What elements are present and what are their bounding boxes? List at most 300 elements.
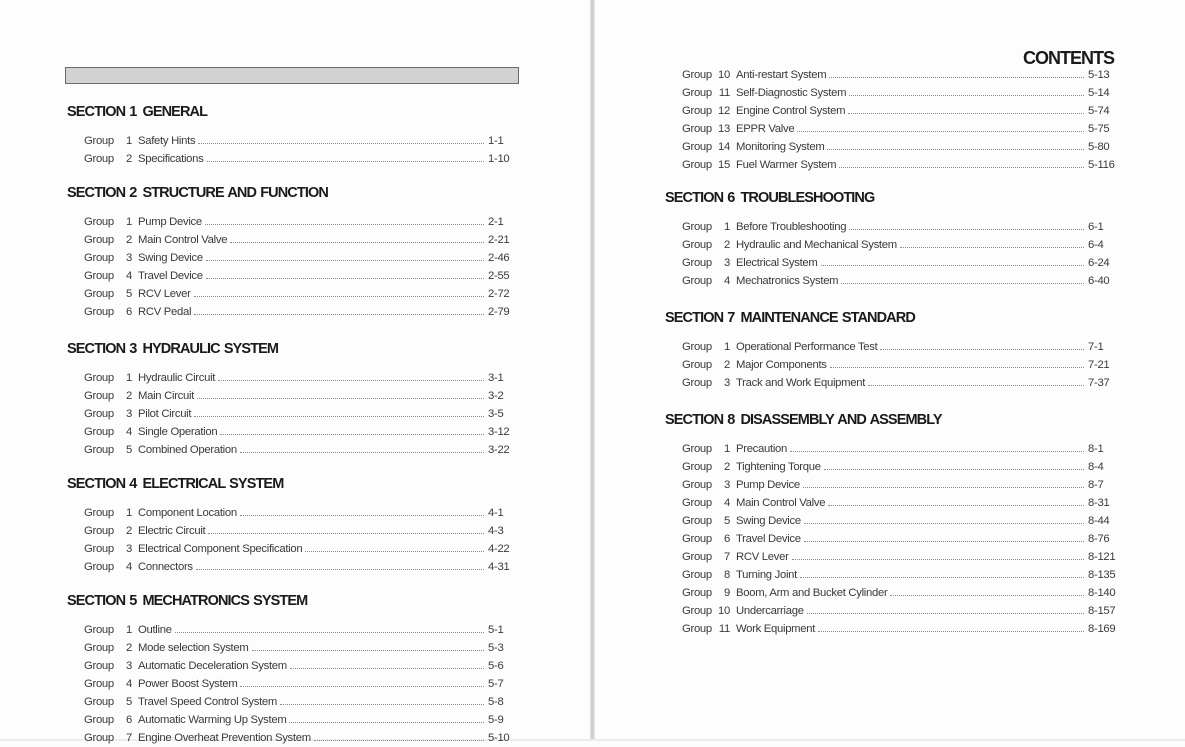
group-prefix: Group (84, 408, 114, 420)
group-list (84, 369, 514, 459)
section-heading (67, 103, 514, 121)
group-prefix: Group (84, 270, 114, 282)
dot-leader (175, 631, 484, 633)
section-name: TROUBLESHOOTING (740, 190, 875, 206)
toc-entry[interactable] (84, 441, 514, 459)
toc-entry[interactable] (84, 522, 514, 540)
dot-leader (829, 76, 1084, 78)
group-prefix: Group (682, 221, 712, 233)
group-number: 6 (724, 533, 730, 545)
dot-leader (807, 612, 1084, 614)
dot-leader (804, 540, 1084, 542)
group-title: RCV Lever (736, 551, 789, 563)
page-reference: 3-12 (488, 426, 510, 438)
section-number: SECTION 2 (67, 185, 137, 201)
section-number: SECTION 8 (665, 412, 735, 428)
group-prefix: Group (682, 359, 712, 371)
group-number: 13 (718, 123, 730, 135)
page-reference: 2-72 (488, 288, 510, 300)
group-prefix: Group (682, 159, 712, 171)
group-number: 4 (724, 497, 730, 509)
toc-entry[interactable] (682, 602, 1114, 620)
group-number: 5 (126, 288, 132, 300)
page-reference: 5-1 (488, 624, 504, 636)
page-reference: 3-22 (488, 444, 510, 456)
toc-entry[interactable] (84, 639, 514, 657)
group-number: 1 (126, 372, 132, 384)
page-reference: 8-121 (1088, 551, 1116, 563)
section-heading (665, 309, 1115, 327)
page-reference: 4-1 (488, 507, 504, 519)
dot-leader (230, 241, 484, 243)
group-number: 4 (126, 426, 132, 438)
group-prefix: Group (84, 135, 114, 147)
group-title: Pilot Circuit (138, 408, 192, 420)
page-reference: 8-7 (1088, 479, 1104, 491)
group-prefix: Group (84, 525, 114, 537)
group-number: 1 (126, 507, 132, 519)
group-prefix: Group (682, 605, 712, 617)
group-prefix: Group (682, 105, 712, 117)
group-title: Hydraulic Circuit (138, 372, 216, 384)
page-reference: 1-10 (488, 153, 510, 165)
group-number: 4 (724, 275, 730, 287)
group-title: Boom, Arm and Bucket Cylinder (736, 587, 888, 599)
page-reference: 2-55 (488, 270, 510, 282)
group-title: Tightening Torque (736, 461, 821, 473)
toc-entry[interactable] (84, 711, 514, 729)
section-name: ELECTRICAL SYSTEM (142, 476, 284, 492)
group-number: 2 (724, 239, 730, 251)
group-number: 5 (724, 515, 730, 527)
section-heading (67, 592, 514, 610)
page-reference: 7-37 (1088, 377, 1110, 389)
dot-leader (804, 522, 1084, 524)
page-reference: 5-14 (1088, 87, 1110, 99)
toc-entry[interactable] (682, 338, 1114, 356)
page-reference: 5-75 (1088, 123, 1110, 135)
group-number: 2 (126, 153, 132, 165)
toc-entry[interactable] (682, 620, 1114, 638)
toc-entry[interactable] (84, 504, 514, 522)
group-title: Electrical System (736, 257, 818, 269)
group-number: 3 (126, 252, 132, 264)
page-reference: 4-3 (488, 525, 504, 537)
dot-leader (828, 504, 1084, 506)
page-reference: 5-6 (488, 660, 504, 672)
group-title: Specifications (138, 153, 204, 165)
dot-leader (900, 246, 1084, 248)
group-number: 1 (724, 341, 730, 353)
toc-entry[interactable] (84, 405, 514, 423)
group-list (84, 621, 514, 747)
dot-leader (218, 379, 484, 381)
page-reference: 6-40 (1088, 275, 1110, 287)
page-reference: 8-31 (1088, 497, 1110, 509)
dot-leader (208, 532, 484, 534)
toc-entry[interactable] (682, 218, 1114, 236)
section-name: DISASSEMBLY AND ASSEMBLY (740, 412, 942, 428)
group-prefix: Group (682, 533, 712, 545)
toc-entry[interactable] (682, 356, 1114, 374)
page-reference: 5-9 (488, 714, 504, 726)
group-prefix: Group (682, 623, 712, 635)
group-prefix: Group (682, 515, 712, 527)
dot-leader (205, 223, 484, 225)
section-name: GENERAL (142, 104, 208, 120)
dot-leader (207, 160, 484, 162)
group-title: Power Boost System (138, 678, 238, 690)
section-1 (67, 103, 514, 168)
toc-entry[interactable] (84, 150, 514, 168)
group-number: 7 (724, 551, 730, 563)
group-number: 4 (126, 270, 132, 282)
section-heading (665, 411, 1115, 429)
dot-leader (289, 721, 484, 723)
group-prefix: Group (682, 569, 712, 581)
section-name: HYDRAULIC SYSTEM (142, 341, 279, 357)
group-title: Swing Device (138, 252, 203, 264)
group-list (682, 66, 1114, 174)
group-list (682, 338, 1114, 392)
group-prefix: Group (682, 69, 712, 81)
group-title: Electrical Component Specification (138, 543, 303, 555)
toc-entry[interactable] (682, 494, 1114, 512)
toc-entry[interactable] (682, 254, 1114, 272)
dot-leader (830, 366, 1084, 368)
group-number: 6 (126, 714, 132, 726)
page-reference: 8-1 (1088, 443, 1104, 455)
toc-entry[interactable] (84, 423, 514, 441)
section-7 (665, 309, 1115, 392)
group-prefix: Group (682, 87, 712, 99)
toc-entry[interactable] (682, 584, 1114, 602)
group-number: 1 (126, 135, 132, 147)
group-number: 15 (718, 159, 730, 171)
group-list (84, 504, 514, 576)
toc-entry[interactable] (84, 231, 514, 249)
group-title: Self-Diagnostic System (736, 87, 847, 99)
group-title: Track and Work Equipment (736, 377, 866, 389)
section-8 (665, 411, 1115, 638)
section-heading (67, 184, 514, 202)
group-title: Connectors (138, 561, 193, 573)
group-number: 3 (724, 377, 730, 389)
page-reference: 7-21 (1088, 359, 1110, 371)
group-number: 8 (724, 569, 730, 581)
page-reference: 5-8 (488, 696, 504, 708)
group-title: Mode selection System (138, 642, 249, 654)
group-prefix: Group (84, 561, 114, 573)
section-name: STRUCTURE AND FUNCTION (142, 185, 328, 201)
dot-leader (841, 282, 1084, 284)
toc-entry[interactable] (682, 566, 1114, 584)
toc-entry[interactable] (682, 156, 1114, 174)
page-reference: 6-24 (1088, 257, 1110, 269)
section-3 (67, 340, 514, 459)
toc-entry[interactable] (84, 387, 514, 405)
group-title: Travel Device (736, 533, 801, 545)
toc-entry[interactable] (682, 530, 1114, 548)
group-title: Main Control Valve (138, 234, 228, 246)
dot-leader (314, 739, 484, 741)
toc-entry[interactable] (682, 272, 1114, 290)
group-title: Before Troubleshooting (736, 221, 847, 233)
group-title: Automatic Deceleration System (138, 660, 287, 672)
group-title: Safety Hints (138, 135, 196, 147)
group-prefix: Group (84, 216, 114, 228)
toc-entry[interactable] (682, 458, 1114, 476)
group-number: 1 (724, 221, 730, 233)
page-reference: 6-1 (1088, 221, 1104, 233)
group-title: Single Operation (138, 426, 218, 438)
group-title: Precaution (736, 443, 788, 455)
group-number: 2 (724, 461, 730, 473)
page-reference: 4-31 (488, 561, 510, 573)
group-prefix: Group (84, 306, 114, 318)
group-prefix: Group (84, 507, 114, 519)
group-prefix: Group (682, 275, 712, 287)
toc-entry[interactable] (84, 132, 514, 150)
group-prefix: Group (84, 390, 114, 402)
group-prefix: Group (682, 123, 712, 135)
page-reference: 3-5 (488, 408, 504, 420)
toc-entry[interactable] (84, 729, 514, 747)
toc-entry[interactable] (682, 512, 1114, 530)
group-title: Major Components (736, 359, 827, 371)
group-title: Main Control Valve (736, 497, 826, 509)
toc-entry[interactable] (682, 84, 1114, 102)
group-prefix: Group (682, 497, 712, 509)
dot-leader (198, 142, 484, 144)
dot-leader (194, 313, 484, 315)
group-number: 11 (718, 87, 730, 99)
dot-leader (194, 295, 484, 297)
page-reference: 8-44 (1088, 515, 1110, 527)
page-reference: 1-1 (488, 135, 504, 147)
group-prefix: Group (84, 252, 114, 264)
group-prefix: Group (84, 444, 114, 456)
group-number: 14 (718, 141, 730, 153)
dot-leader (797, 130, 1084, 132)
group-prefix: Group (84, 234, 114, 246)
toc-entry[interactable] (682, 102, 1114, 120)
group-title: Hydraulic and Mechanical System (736, 239, 897, 251)
toc-entry[interactable] (84, 213, 514, 231)
toc-entry[interactable] (682, 120, 1114, 138)
dot-leader (824, 468, 1084, 470)
toc-entry[interactable] (84, 621, 514, 639)
group-title: Engine Control System (736, 105, 846, 117)
dot-leader (868, 384, 1084, 386)
page-reference: 4-22 (488, 543, 510, 555)
group-title: Engine Overheat Prevention System (138, 732, 311, 744)
group-prefix: Group (84, 660, 114, 672)
group-title: RCV Pedal (138, 306, 192, 318)
toc-entry[interactable] (84, 540, 514, 558)
group-number: 5 (126, 444, 132, 456)
group-number: 9 (724, 587, 730, 599)
group-number: 3 (724, 257, 730, 269)
group-title: Travel Device (138, 270, 203, 282)
group-title: Turning Joint (736, 569, 797, 581)
group-number: 2 (126, 390, 132, 402)
group-title: Monitoring System (736, 141, 825, 153)
toc-entry[interactable] (84, 249, 514, 267)
title-bar (65, 67, 519, 84)
dot-leader (848, 112, 1084, 114)
group-prefix: Group (84, 678, 114, 690)
dot-leader (196, 568, 484, 570)
toc-entry[interactable] (84, 369, 514, 387)
section-heading (67, 475, 514, 493)
page-reference: 5-3 (488, 642, 504, 654)
section-number: SECTION 1 (67, 104, 137, 120)
dot-leader (194, 415, 484, 417)
page-reference: 6-4 (1088, 239, 1104, 251)
toc-entry[interactable] (84, 285, 514, 303)
toc-entry[interactable] (84, 303, 514, 321)
toc-entry[interactable] (682, 476, 1114, 494)
group-number: 3 (126, 660, 132, 672)
dot-leader (890, 594, 1084, 596)
dot-leader (252, 649, 485, 651)
group-title: Work Equipment (736, 623, 816, 635)
group-prefix: Group (682, 587, 712, 599)
toc-entry[interactable] (682, 440, 1114, 458)
group-title: Undercarriage (736, 605, 804, 617)
dot-leader (849, 228, 1084, 230)
group-prefix: Group (84, 372, 114, 384)
toc-entry[interactable] (84, 558, 514, 576)
section-4 (67, 475, 514, 576)
group-prefix: Group (682, 377, 712, 389)
group-prefix: Group (84, 714, 114, 726)
group-title: Travel Speed Control System (138, 696, 278, 708)
group-number: 2 (126, 234, 132, 246)
group-number: 4 (126, 561, 132, 573)
page-divider (590, 0, 595, 741)
group-prefix: Group (682, 551, 712, 563)
group-number: 10 (718, 605, 730, 617)
section-6 (665, 189, 1115, 290)
group-title: Main Circuit (138, 390, 195, 402)
group-prefix: Group (682, 479, 712, 491)
group-number: 12 (718, 105, 730, 117)
group-prefix: Group (84, 288, 114, 300)
group-prefix: Group (84, 642, 114, 654)
group-number: 6 (126, 306, 132, 318)
page-reference: 8-157 (1088, 605, 1116, 617)
page-reference: 2-46 (488, 252, 510, 264)
group-number: 3 (126, 408, 132, 420)
group-title: Outline (138, 624, 172, 636)
toc-entry[interactable] (84, 675, 514, 693)
group-title: Pump Device (138, 216, 202, 228)
dot-leader (206, 259, 484, 261)
toc-entry[interactable] (682, 374, 1114, 392)
section-heading (665, 189, 1115, 207)
page-reference: 2-21 (488, 234, 510, 246)
group-prefix: Group (682, 461, 712, 473)
group-number: 4 (126, 678, 132, 690)
dot-leader (790, 450, 1084, 452)
toc-entry[interactable] (682, 548, 1114, 566)
group-title: Combined Operation (138, 444, 237, 456)
group-prefix: Group (84, 153, 114, 165)
section-number: SECTION 4 (67, 476, 137, 492)
group-number: 1 (126, 624, 132, 636)
group-number: 7 (126, 732, 132, 744)
dot-leader (305, 550, 484, 552)
section-number: SECTION 5 (67, 593, 137, 609)
page-reference: 5-80 (1088, 141, 1110, 153)
page-reference: 5-116 (1088, 159, 1115, 171)
group-prefix: Group (682, 443, 712, 455)
dot-leader (792, 558, 1084, 560)
toc-entry[interactable] (84, 657, 514, 675)
page-reference: 8-169 (1088, 623, 1116, 635)
group-number: 2 (724, 359, 730, 371)
dot-leader (818, 630, 1084, 632)
page-reference: 3-2 (488, 390, 504, 402)
dot-leader (290, 667, 484, 669)
group-title: Swing Device (736, 515, 801, 527)
group-prefix: Group (84, 426, 114, 438)
toc-entry[interactable] (682, 66, 1114, 84)
group-list (682, 440, 1114, 638)
group-list (84, 132, 514, 168)
section-5 (67, 592, 514, 747)
dot-leader (240, 514, 484, 516)
group-prefix: Group (84, 543, 114, 555)
group-prefix: Group (682, 257, 712, 269)
page-reference: 8-4 (1088, 461, 1104, 473)
section-2 (67, 184, 514, 321)
page-reference: 2-1 (488, 216, 504, 228)
section-name: MAINTENANCE STANDARD (740, 310, 915, 326)
group-prefix: Group (682, 141, 712, 153)
group-title: Fuel Warmer System (736, 159, 837, 171)
toc-entry[interactable] (682, 138, 1114, 156)
dot-leader (220, 433, 484, 435)
section-5-continued (665, 66, 1115, 174)
page-reference: 5-10 (488, 732, 510, 744)
section-number: SECTION 3 (67, 341, 137, 357)
contents-title: CONTENTS (1023, 48, 1114, 68)
dot-leader (197, 397, 484, 399)
group-number: 3 (126, 543, 132, 555)
group-title: Operational Performance Test (736, 341, 878, 353)
page-reference: 2-79 (488, 306, 510, 318)
group-title: EPPR Valve (736, 123, 795, 135)
dot-leader (821, 264, 1084, 266)
toc-entry[interactable] (84, 693, 514, 711)
group-prefix: Group (84, 732, 114, 744)
toc-entry[interactable] (84, 267, 514, 285)
group-list (682, 218, 1114, 290)
group-number: 11 (718, 623, 730, 635)
toc-entry[interactable] (682, 236, 1114, 254)
group-title: Pump Device (736, 479, 800, 491)
dot-leader (803, 486, 1084, 488)
dot-leader (206, 277, 484, 279)
dot-leader (839, 166, 1084, 168)
section-number: SECTION 6 (665, 190, 735, 206)
page-reference: 5-7 (488, 678, 504, 690)
group-title: Mechatronics System (736, 275, 839, 287)
page-reference: 8-135 (1088, 569, 1116, 581)
